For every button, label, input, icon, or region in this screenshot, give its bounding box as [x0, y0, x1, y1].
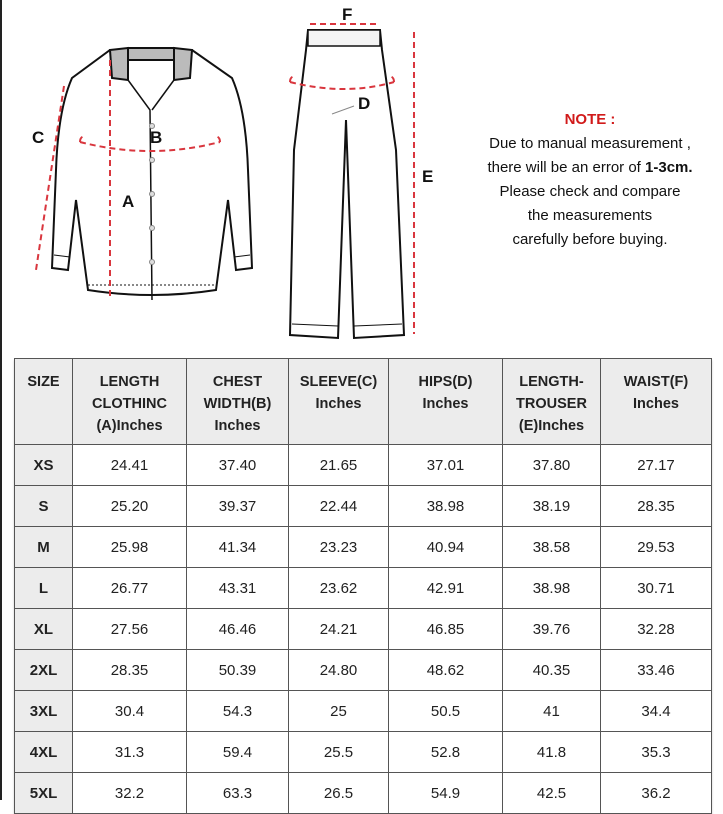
measurement-cell: 37.80: [503, 445, 601, 486]
label-d: D: [358, 94, 371, 113]
size-cell: 2XL: [15, 650, 73, 691]
measurement-cell: 21.65: [289, 445, 389, 486]
size-cell: L: [15, 568, 73, 609]
size-cell: 4XL: [15, 732, 73, 773]
measurement-cell: 30.71: [601, 568, 712, 609]
pants-icon: [290, 30, 404, 338]
label-a: A: [122, 192, 135, 211]
measurement-cell: 38.98: [389, 486, 503, 527]
note-line-1: Due to manual measurement ,: [489, 135, 691, 152]
measurement-cell: 26.5: [289, 773, 389, 814]
header-waist: WAIST(F) Inches: [601, 359, 712, 445]
measurement-cell: 25.98: [73, 527, 187, 568]
measurement-cell: 25: [289, 691, 389, 732]
measurement-note: [470, 108, 710, 252]
measurement-cell: 28.35: [601, 486, 712, 527]
measurement-cell: 34.4: [601, 691, 712, 732]
measurement-cell: 36.2: [601, 773, 712, 814]
measurement-cell: 27.56: [73, 609, 187, 650]
header-size: SIZE: [15, 359, 73, 445]
table-row: [15, 609, 712, 650]
table-header-row: [15, 359, 712, 445]
measurement-cell: 24.41: [73, 445, 187, 486]
note-line-3: Please check and compare: [499, 183, 681, 200]
measurement-cell: 38.58: [503, 527, 601, 568]
note-line-2: [470, 156, 710, 180]
measurement-cell: 33.46: [601, 650, 712, 691]
note-line-2-text: there will be an error of: [487, 159, 646, 176]
measurement-cell: 24.80: [289, 650, 389, 691]
label-e: E: [422, 167, 434, 186]
measurement-cell: 31.3: [73, 732, 187, 773]
measurement-cell: 43.31: [187, 568, 289, 609]
table-row: [15, 527, 712, 568]
note-line-5: carefully before buying.: [512, 231, 668, 248]
label-b: B: [150, 128, 163, 147]
measurement-cell: 50.39: [187, 650, 289, 691]
measurement-cell: 41.8: [503, 732, 601, 773]
measurement-cell: 38.98: [503, 568, 601, 609]
measurement-cell: 25.5: [289, 732, 389, 773]
size-cell: 3XL: [15, 691, 73, 732]
measurement-cell: 32.2: [73, 773, 187, 814]
measurement-cell: 54.3: [187, 691, 289, 732]
measurement-cell: 39.37: [187, 486, 289, 527]
note-line-4: the measurements: [527, 207, 653, 224]
measurement-cell: 24.21: [289, 609, 389, 650]
measurement-cell: 29.53: [601, 527, 712, 568]
header-length-clothing: LENGTH CLOTHINC (A)Inches: [73, 359, 187, 445]
measurement-cell: 26.77: [73, 568, 187, 609]
measurement-cell: 50.5: [389, 691, 503, 732]
size-cell: S: [15, 486, 73, 527]
measurement-cell: 23.62: [289, 568, 389, 609]
measurement-cell: 27.17: [601, 445, 712, 486]
size-cell: 5XL: [15, 773, 73, 814]
measurement-cell: 23.23: [289, 527, 389, 568]
size-cell: XS: [15, 445, 73, 486]
table-row: [15, 773, 712, 814]
table-row: [15, 732, 712, 773]
size-cell: M: [15, 527, 73, 568]
measurement-cell: 40.35: [503, 650, 601, 691]
measurement-cell: 52.8: [389, 732, 503, 773]
size-chart-table: [14, 358, 712, 814]
measurement-cell: 22.44: [289, 486, 389, 527]
measurement-cell: 48.62: [389, 650, 503, 691]
measurement-cell: 46.46: [187, 609, 289, 650]
table-row: [15, 691, 712, 732]
measurement-cell: 25.20: [73, 486, 187, 527]
measurement-cell: 35.3: [601, 732, 712, 773]
size-cell: XL: [15, 609, 73, 650]
label-c: C: [32, 128, 45, 147]
measurement-cell: 38.19: [503, 486, 601, 527]
table-row: [15, 568, 712, 609]
label-f: F: [342, 5, 353, 24]
measurement-cell: 39.76: [503, 609, 601, 650]
measurement-cell: 42.5: [503, 773, 601, 814]
measurement-cell: 37.40: [187, 445, 289, 486]
header-chest-width: CHEST WIDTH(B) Inches: [187, 359, 289, 445]
measurement-cell: 30.4: [73, 691, 187, 732]
measurement-cell: 54.9: [389, 773, 503, 814]
measurement-cell: 42.91: [389, 568, 503, 609]
measurement-cell: 40.94: [389, 527, 503, 568]
table-row: [15, 445, 712, 486]
header-hips: HIPS(D) Inches: [389, 359, 503, 445]
measurement-cell: 59.4: [187, 732, 289, 773]
note-error-range: 1-3cm.: [645, 159, 693, 176]
table-row: [15, 486, 712, 527]
measurement-cell: 41.34: [187, 527, 289, 568]
table-row: [15, 650, 712, 691]
header-sleeve: SLEEVE(C) Inches: [289, 359, 389, 445]
measurement-cell: 28.35: [73, 650, 187, 691]
measurement-cell: 46.85: [389, 609, 503, 650]
measurement-cell: 63.3: [187, 773, 289, 814]
measurement-cell: 37.01: [389, 445, 503, 486]
note-title: NOTE :: [564, 111, 616, 128]
measurement-cell: 41: [503, 691, 601, 732]
header-length-trouser: LENGTH- TROUSER (E)Inches: [503, 359, 601, 445]
measurement-cell: 32.28: [601, 609, 712, 650]
